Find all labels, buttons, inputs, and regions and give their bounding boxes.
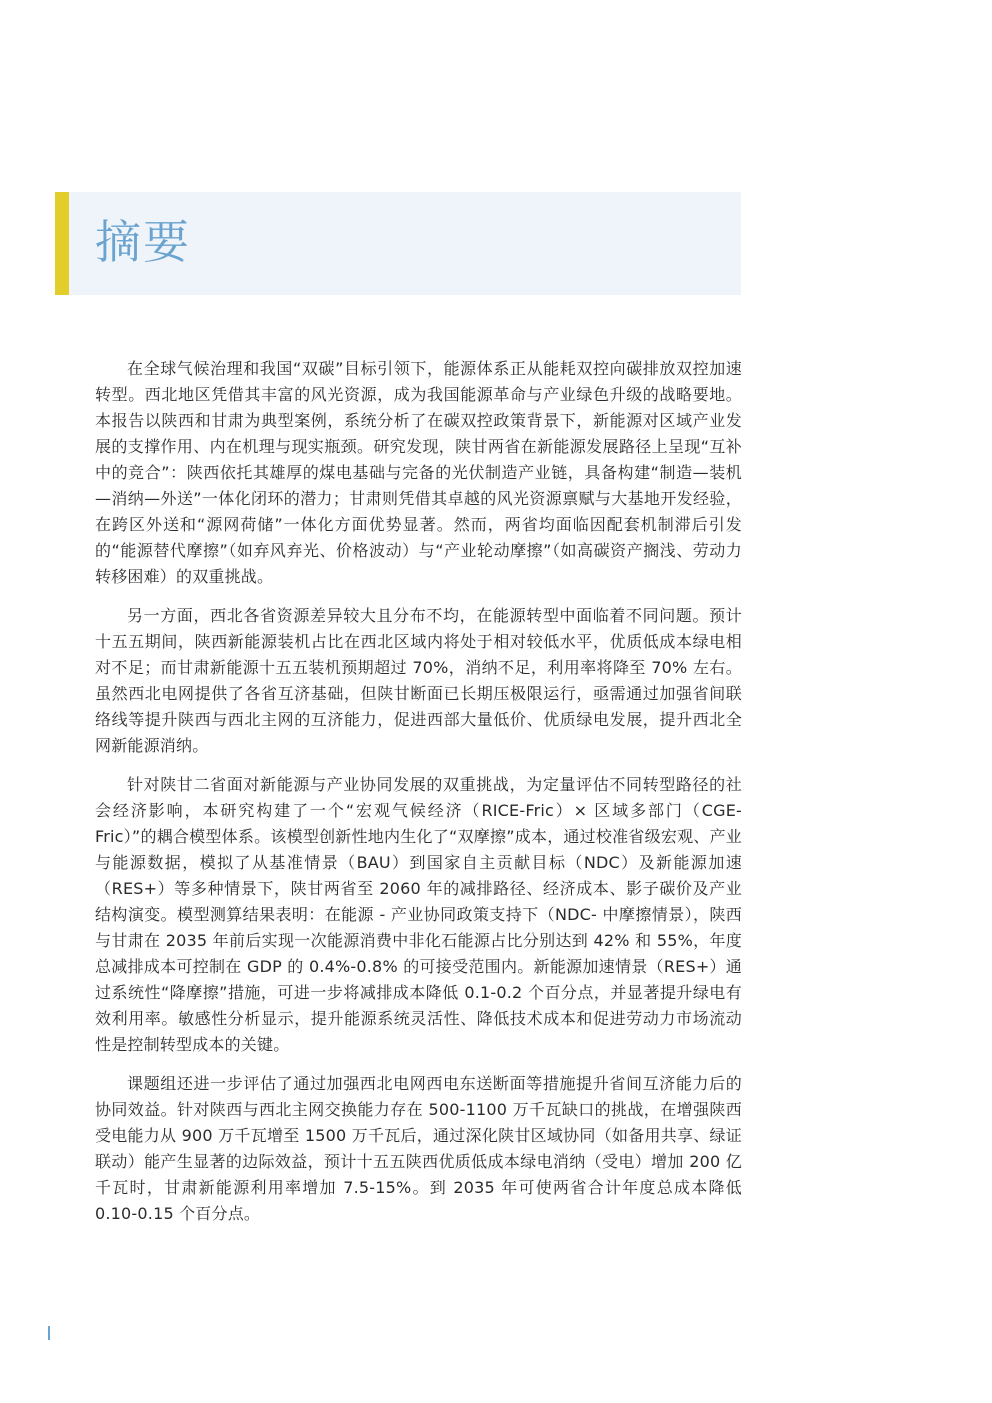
abstract-paragraph-3: 针对陕甘二省面对新能源与产业协同发展的双重挑战，为定量评估不同转型路径的社会经济影响，本研究构建了一个“宏观气候经济（RICE-Fric）× 区域多部门（CGE-Fric）”的耦合模型体系。该模型创新性地内生化了“双摩擦”成本，通过校准省级宏观、产业与能源数据，模拟了从基准情景（BAU）到国家自主贡献目标（NDC）及新能源加速（RES+）等多种情景下，陕甘两省至 2060 年的减排路径、经济成本、影子碳价及产业结构演变。模型测算结果表明：在能源 - 产业协同政策支持下（NDC- 中摩擦情景），陕西与甘肃在 2035 年前后实现一次能源消费中非化石能源占比分别达到 42% 和 55%，年度总减排成本可控制在 GDP 的 0.4%-0.8% 的可接受范围内。新能源加速情景（RES+）通过系统性“降摩擦”措施，可进一步将减排成本降低 0.1-0.2 个百分点，并显著提升绿电有效利用率。敏感性分析显示，提升能源系统灵活性、降低技术成本和促进劳动力市场流动性是控制转型成本的关键。 — [95, 775, 742, 1054]
abstract-paragraph-4: 课题组还进一步评估了通过加强西北电网西电东送断面等措施提升省间互济能力后的协同效益。针对陕西与西北主网交换能力存在 500-1100 万千瓦缺口的挑战，在增强陕西受电能力从 900 万千瓦增至 1500 万千瓦后，通过深化陕甘区域协同（如备用共享、绿证联动）能产生显著的边际效益，预计十五五陕西优质低成本绿电消纳（受电）增加 200 亿千瓦时，甘肃新能源利用率增加 7.5-15%。到 2035 年可使两省合计年度总成本降低 0.10-0.15 个百分点。 — [95, 1074, 742, 1223]
page-title: 摘要 — [95, 215, 191, 269]
abstract-paragraph-2: 另一方面，西北各省资源差异较大且分布不均，在能源转型中面临着不同问题。预计十五五期间，陕西新能源装机占比在西北区域内将处于相对较低水平，优质低成本绿电相对不足；而甘肃新能源十五五装机预期超过 70%，消纳不足，利用率将降至 70% 左右。虽然西北电网提供了各省互济基础，但陕甘断面已长期压极限运行，亟需通过加强省间联络线等提升陕西与西北主网的互济能力，促进西部大量低价、优质绿电发展，提升西北全网新能源消纳。 — [95, 606, 742, 755]
title-accent-bar — [55, 192, 69, 295]
page-footer-mark — [48, 1326, 50, 1340]
abstract-paragraph-1: 在全球气候治理和我国“双碳”目标引领下，能源体系正从能耗双控向碳排放双控加速转型。西北地区凭借其丰富的风光资源，成为我国能源革命与产业绿色升级的战略要地。本报告以陕西和甘肃为典型案例，系统分析了在碳双控政策背景下，新能源对区域产业发展的支撑作用、内在机理与现实瓶颈。研究发现，陕甘两省在新能源发展路径上呈现“互补中的竞合”：陕西依托其雄厚的煤电基础与完备的光伏制造产业链，具备构建“制造—装机—消纳—外送”一体化闭环的潜力；甘肃则凭借其卓越的风光资源禀赋与大基地开发经验，在跨区外送和“源网荷储”一体化方面优势显著。然而，两省均面临因配套机制滞后引发的“能源替代摩擦”（如弃风弃光、价格波动）与“产业轮动摩擦”（如高碳资产搁浅、劳动力转移困难）的双重挑战。 — [95, 359, 742, 586]
abstract-body — [95, 356, 742, 1240]
section-title-band — [55, 192, 741, 295]
